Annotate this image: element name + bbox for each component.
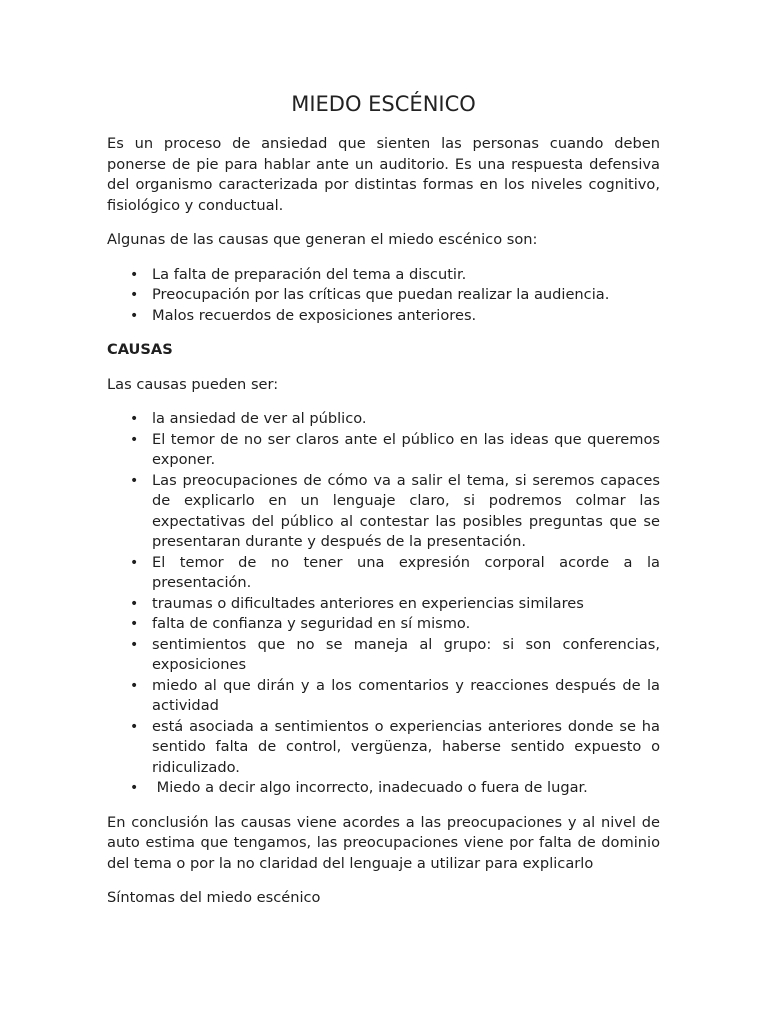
list-item: • El temor de no tener una expresión corporal acorde a la presentación.: [130, 553, 660, 591]
list-item: • falta de confianza y seguridad en sí mismo.: [107, 614, 660, 635]
list-item: • la ansiedad de ver al público.: [107, 409, 660, 430]
bullet-icon: •: [130, 636, 139, 653]
list-item: • traumas o dificultades anteriores en experiencias similares: [107, 594, 660, 615]
list-item: • La falta de preparación del tema a discutir.: [107, 265, 660, 286]
list-item: • Las preocupaciones de cómo va a salir el tema, si seremos capaces de explicarlo en un lenguaje claro, si podremos colmar las expectativas del público al contestar las posibles preguntas que se presentaran durante y después de la presentación.: [130, 471, 660, 550]
bullet-icon: •: [130, 307, 139, 324]
bullet-icon: •: [130, 431, 139, 448]
bullet-icon: •: [130, 616, 139, 632]
causes-intro-paragraph: Algunas de las causas que generan el miedo escénico son:: [107, 231, 538, 248]
section-heading-causas: CAUSAS: [107, 341, 173, 358]
bullet-icon: •: [130, 266, 139, 283]
bullet-icon: •: [130, 554, 139, 571]
symptoms-heading: Síntomas del miedo escénico: [107, 889, 321, 906]
bullet-icon: •: [130, 718, 139, 735]
causes-detail-list: [107, 409, 660, 799]
bullet-icon: •: [130, 472, 139, 489]
list-item: • sentimientos que no se maneja al grupo: si son conferencias, exposiciones: [130, 635, 660, 673]
causes-lead-paragraph: Las causas pueden ser:: [107, 375, 279, 393]
list-item: • miedo al que dirán y a los comentarios y reacciones después de la actividad: [130, 676, 660, 714]
document-page: [107, 90, 660, 923]
list-item: • Preocupación por las críticas que puedan realizar la audiencia.: [107, 285, 660, 306]
bullet-icon: •: [130, 287, 139, 303]
bullet-icon: •: [130, 780, 139, 796]
list-item: • Malos recuerdos de exposiciones anteriores.: [107, 306, 660, 327]
list-item: • está asociada a sentimientos o experiencias anteriores donde se ha sentido falta de control, vergüenza, haberse sentido expuesto o ridiculizado.: [130, 717, 660, 776]
causes-summary-list: [107, 265, 660, 327]
conclusion-paragraph: En conclusión las causas viene acordes a las preocupaciones y al nivel de auto estima que tengamos, las preocupaciones viene por falta de dominio del tema o por la no claridad del lenguaje a utilizar para explicarlo: [107, 813, 660, 872]
bullet-icon: •: [130, 677, 139, 694]
page-title: MIEDO ESCÉNICO: [291, 92, 476, 116]
intro-paragraph: Es un proceso de ansiedad que sienten las personas cuando deben ponerse de pie para hablar ante un auditorio. Es una respuesta defensiva del organismo caracterizada por distintas formas en los niveles cognitivo, fisiológico y conductual.: [107, 135, 660, 214]
list-item: • El temor de no ser claros ante el público en las ideas que queremos exponer.: [130, 430, 660, 468]
bullet-icon: •: [130, 595, 139, 612]
bullet-icon: •: [130, 411, 139, 427]
list-item: • Miedo a decir algo incorrecto, inadecuado o fuera de lugar.: [107, 778, 660, 799]
